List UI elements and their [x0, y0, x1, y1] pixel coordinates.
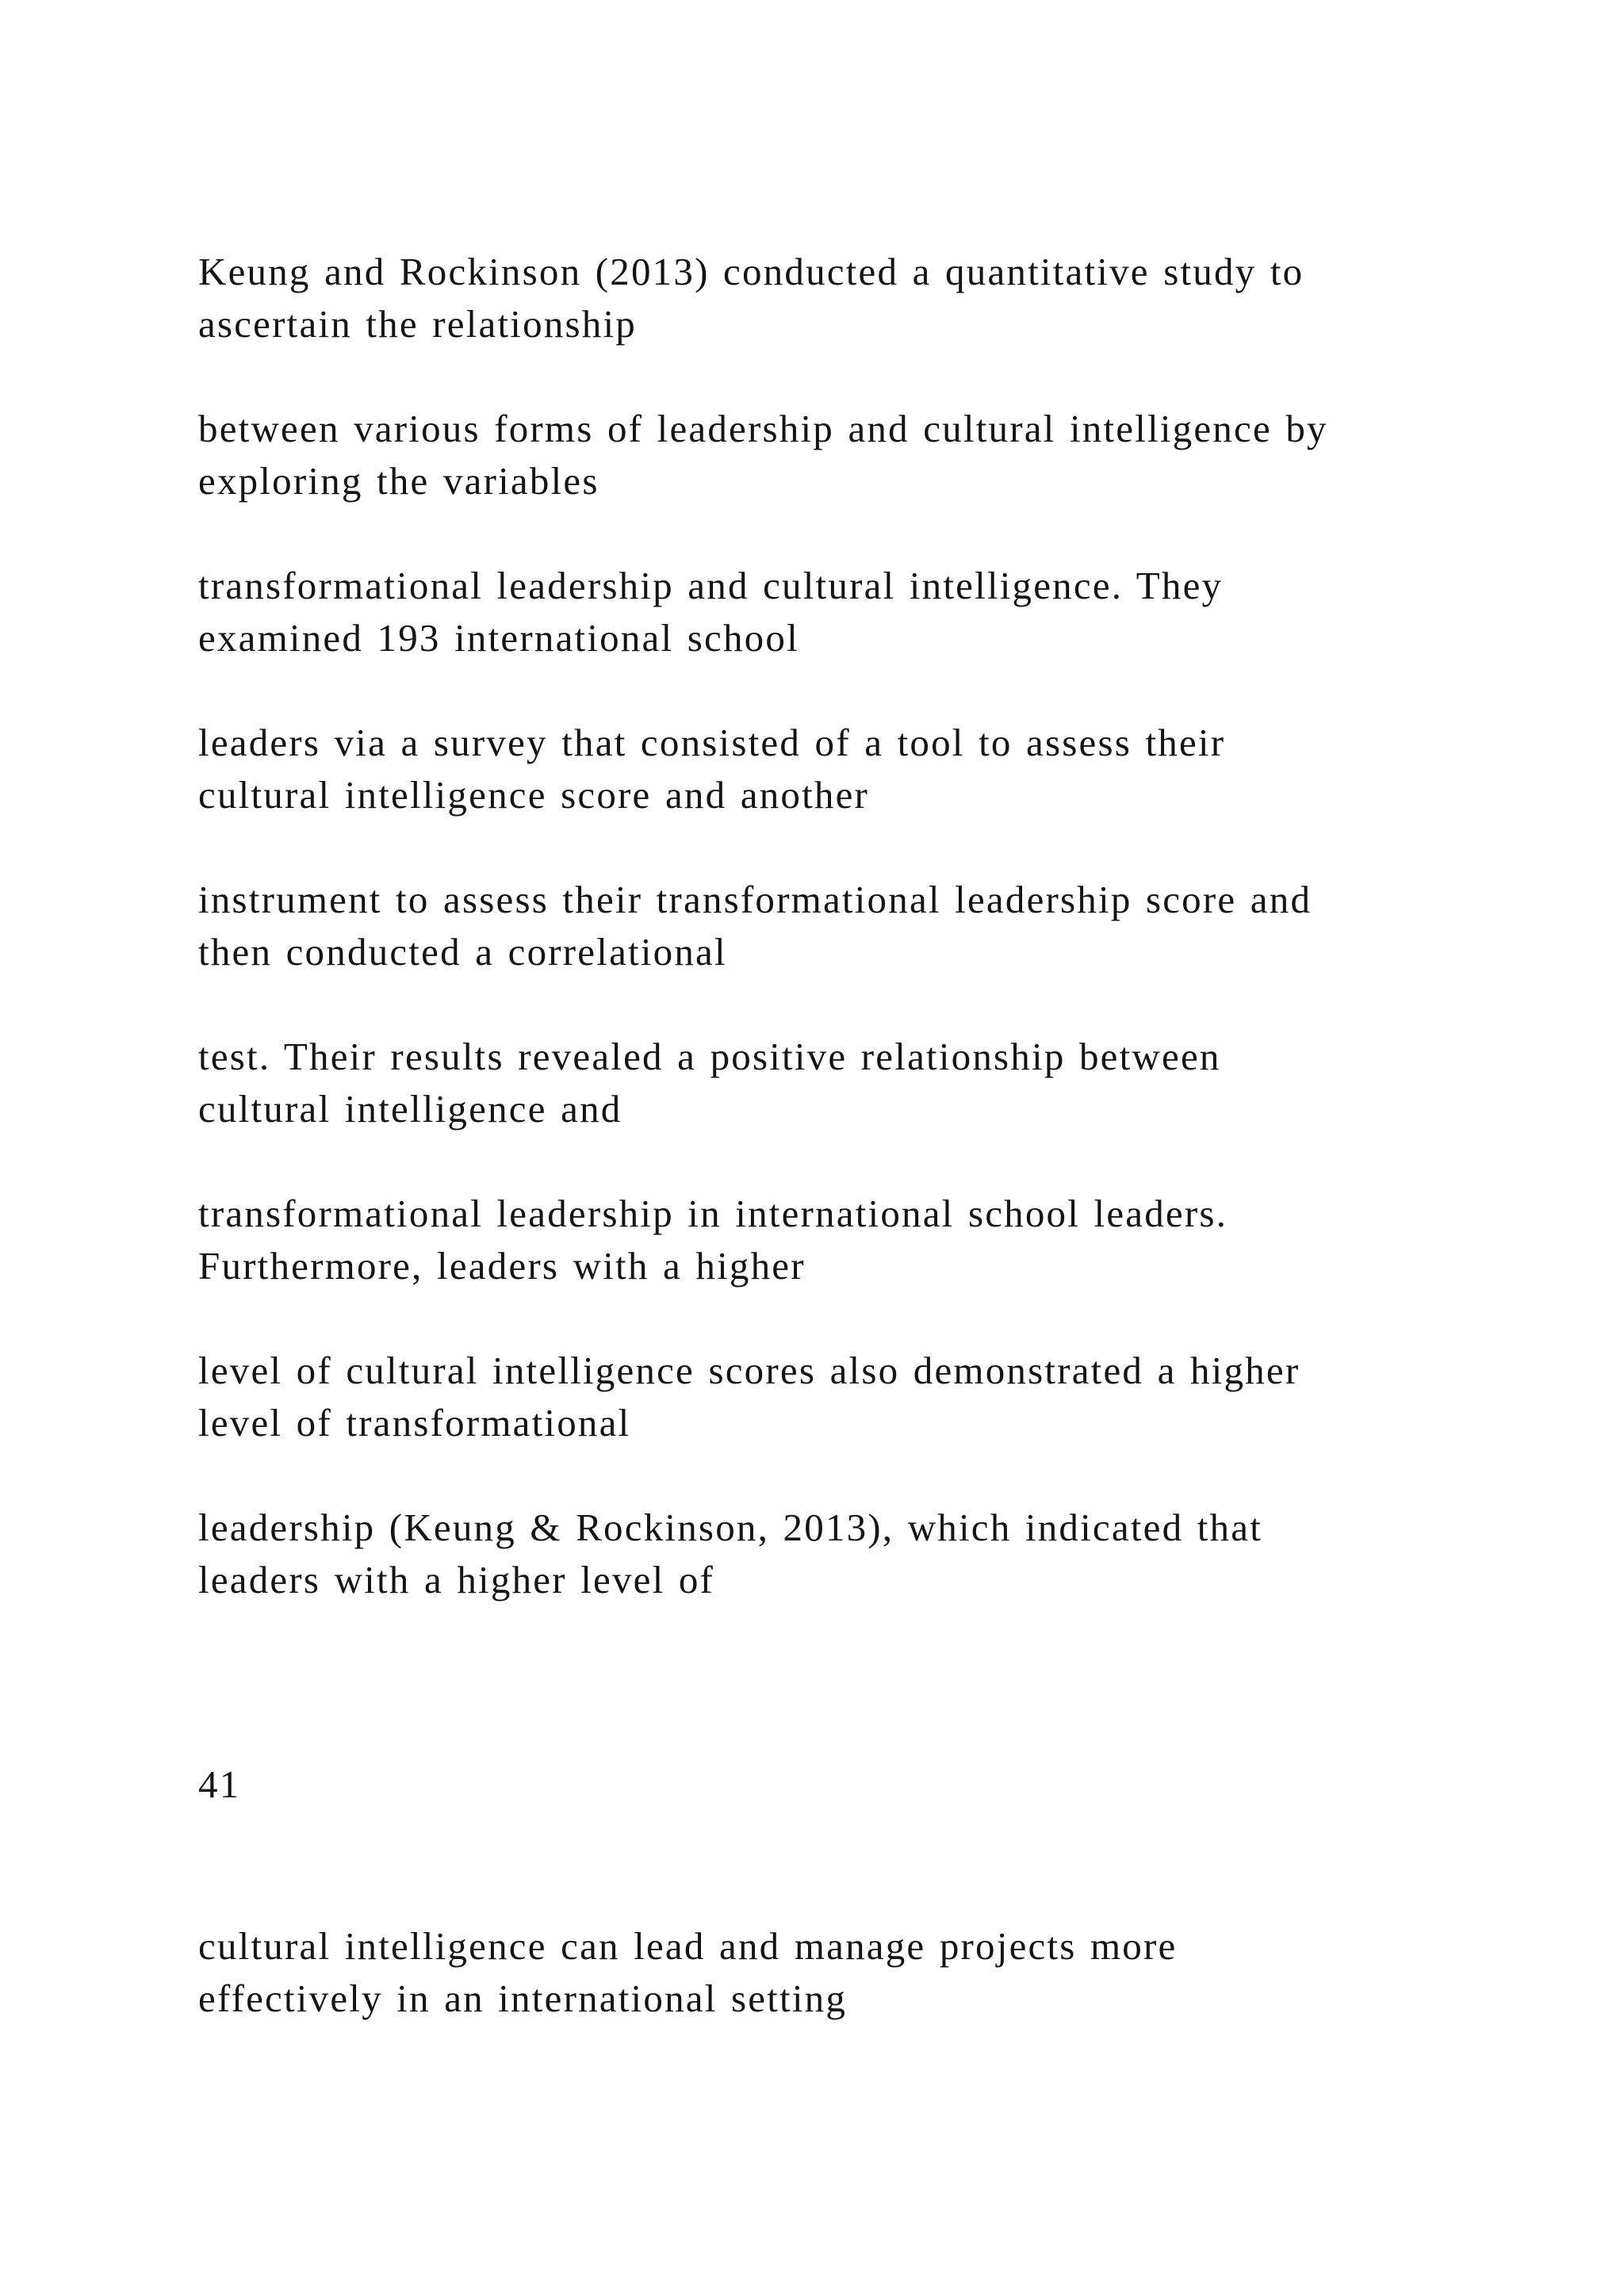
paragraph-6-line-2: cultural intelligence and [198, 1087, 622, 1131]
paragraph-6-line-1: test. Their results revealed a positive relationship between [198, 1035, 1221, 1078]
continuation-line-1: cultural intelligence can lead and manage projects more [198, 1924, 1178, 1968]
continuation-paragraph [198, 1920, 1546, 2025]
paragraph-3-line-2: examined 193 international school [198, 616, 799, 660]
page-number: 41 [198, 1762, 241, 1806]
paragraph-7-line-2: Furthermore, leaders with a higher [198, 1244, 806, 1288]
paragraph-5-line-2: then conducted a correlational [198, 930, 727, 974]
continuation-line-2: effectively in an international setting [198, 1976, 848, 2020]
paragraph-1-line-1: Keung and Rockinson (2013) conducted a quantitative study to [198, 250, 1304, 293]
paragraph-2 [198, 403, 1546, 507]
paragraph-7-line-1: transformational leadership in international school leaders. [198, 1192, 1228, 1235]
paragraph-1 [198, 246, 1546, 350]
paragraph-4-line-1: leaders via a survey that consisted of a tool to assess their [198, 721, 1226, 764]
paragraph-3-line-1: transformational leadership and cultural intelligence. They [198, 564, 1224, 607]
paragraph-4 [198, 717, 1546, 821]
paragraph-6 [198, 1031, 1546, 1135]
paragraph-4-line-2: cultural intelligence score and another [198, 773, 870, 817]
paragraph-3 [198, 560, 1546, 664]
paragraph-9 [198, 1502, 1546, 1606]
paragraph-5 [198, 874, 1546, 978]
paragraph-5-line-1: instrument to assess their transformational leadership score and [198, 878, 1312, 921]
paragraph-7 [198, 1188, 1546, 1292]
paragraph-9-line-2: leaders with a higher level of [198, 1558, 715, 1601]
paragraph-8-line-1: level of cultural intelligence scores also demonstrated a higher [198, 1349, 1300, 1392]
paragraph-8 [198, 1345, 1546, 1449]
paragraph-2-line-2: exploring the variables [198, 459, 599, 503]
paragraph-1-line-2: ascertain the relationship [198, 302, 638, 346]
paragraph-9-line-1: leadership (Keung & Rockinson, 2013), which indicated that [198, 1506, 1263, 1549]
paragraph-2-line-1: between various forms of leadership and cultural intelligence by [198, 407, 1328, 450]
paragraph-8-line-2: level of transformational [198, 1401, 631, 1445]
